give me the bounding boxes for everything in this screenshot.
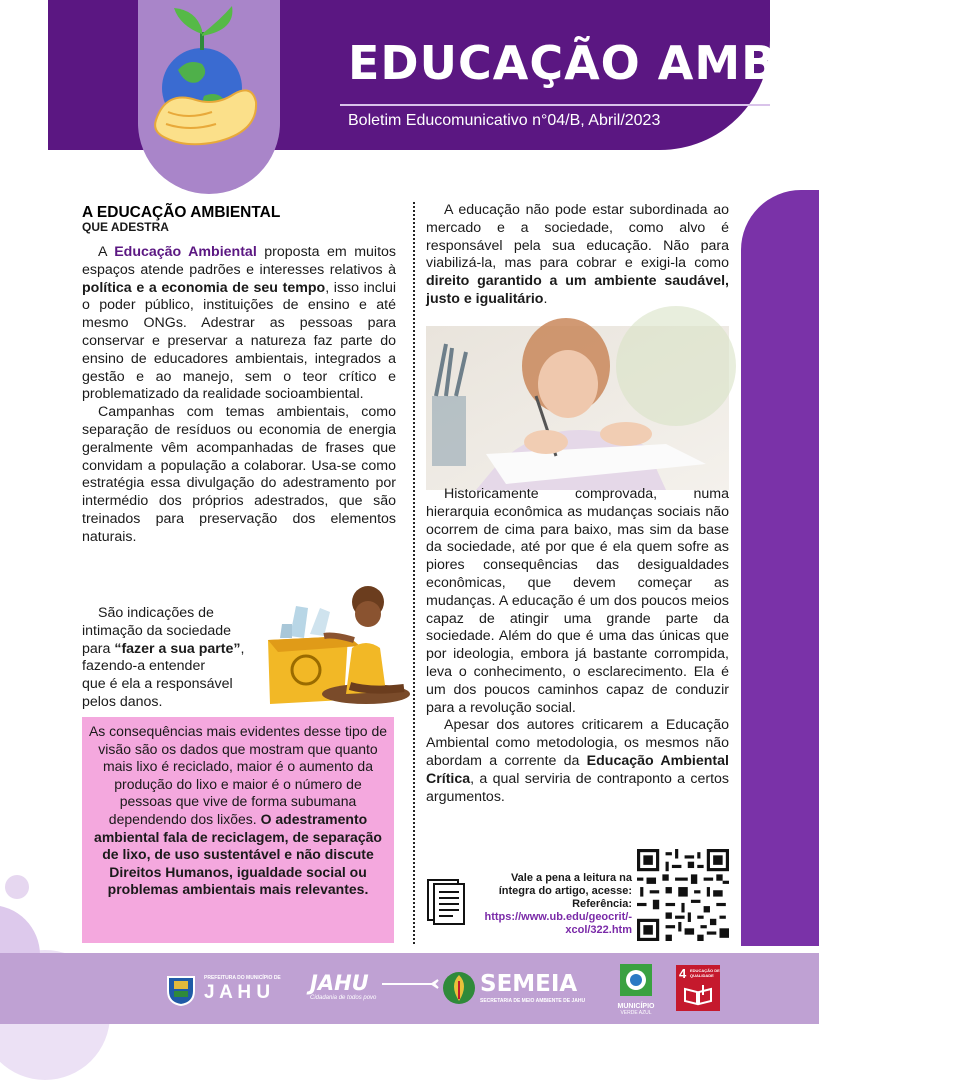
- paragraph: A educação não pode estar subordinada ao mercado e a sociedade, como alvo é responsável pela sua educação. Não para viabilizá-la, mas para cobrar e exigi-la como direito garantido a um ambiente saudável, justo e igualitário.: [426, 202, 729, 307]
- highlight-box: As consequências mais evidentes desse tipo de visão são os dados que mostram que quanto mais lixo é reciclado, maior é o aumento da produção do lixo e maior é o número de pessoas que vive de forma subumana dependendo dos lixões. O adestramento ambiental fala de reciclagem, de separação de lixo, de uso sustentável e não discute Direitos Humanos, igualdade social ou problemas ambientais mais relevantes.: [82, 717, 394, 943]
- child-drawing-photo: [426, 326, 729, 490]
- leaf-circle-icon: [442, 971, 476, 1005]
- paragraph: São indicações de intimação da sociedade para “fazer a sua parte”, fazendo-a entender que é ela a responsável pelos danos.: [82, 605, 245, 710]
- page-subtitle: Boletim Educomunicativo n°04/B, Abril/2023: [348, 112, 661, 129]
- article-heading: A EDUCAÇÃO AMBIENTAL: [82, 204, 281, 221]
- paragraph: A Educação Ambiental proposta em muitos espaços atende padrões e interesses relativos à política e a economia de seu tempo, isso inclui o poder público, instituições de ensino e até mesmo ONGs. Adestrar as pessoas para conservar e preservar a natureza faz parte do ensino de educadores ambientais, integrados a gestão e ao manejo, sem o teor crítico e problematizado da realidade socioambiental.: [82, 244, 397, 403]
- column-divider: [413, 202, 415, 944]
- green-seal-icon: [614, 964, 658, 998]
- article-subheading: QUE ADESTRA: [82, 220, 169, 234]
- jahu-tagline: Cidadania de todos povo: [310, 995, 377, 1001]
- book-pencil-icon: [683, 985, 713, 1005]
- prefeitura-name: J A H U: [204, 982, 271, 1003]
- prefeitura-label: PREFEITURA DO MUNICÍPIO DE: [204, 975, 281, 981]
- coat-of-arms-icon: [164, 973, 198, 1007]
- ods-number: 4: [679, 966, 687, 981]
- qr-code-icon[interactable]: [637, 849, 729, 941]
- side-band: [741, 190, 819, 946]
- semeia-tagline: SECRETARIA DE MEIO AMBIENTE DE JAHU: [480, 998, 586, 1004]
- decorative-circle: [5, 875, 29, 899]
- paragraph: Campanhas com temas ambientais, como separação de resíduos ou economia de energia geralmente vêm acompanhadas de frases que convidam a população a colaborar. Usa-se como estratégia essa divulgação do adestramento por intermédio dos próprios adestrados, que são treinados para preservação dos elementos naturais.: [82, 404, 396, 545]
- globe-plant-hand-icon: [138, 0, 280, 194]
- jahu-logo: [310, 971, 376, 1001]
- municipio-sublabel: VERDE AZUL: [620, 1010, 652, 1016]
- semeia-wordmark: SEMEIA: [480, 971, 578, 997]
- page-title: EDUCAÇÃO AMBIENTAL: [348, 36, 963, 90]
- left-column: [82, 205, 396, 547]
- logo-badge: [138, 0, 280, 194]
- paragraph: Historicamente comprovada, numa hierarquia econômica as mudanças sociais não ocorrem de cima para baixo, mas sim da base da sociedade, até por que é ela quem sofre as piores consequências das desigualdades econômicas, que devem começar as mudanças. A educação é um dos poucos meios capaz de atingir uma grande parte da sociedade. Além do que é uma das únicas que por ideologia, embora já bastante corrompida, leva o conhecimento, o esclarecimento. Ela é um dos poucos caminhos capaz de conduzir para a revolução social.: [426, 486, 729, 716]
- reference-link[interactable]: https://www.ub.edu/geocrit/- xcol/322.htm: [484, 911, 632, 936]
- plane-icon: [380, 977, 440, 991]
- paragraph: Apesar dos autores criticarem a Educação Ambiental como metodologia, os mesmos não abordam a corrente da Educação Ambiental Crítica, a qual serviria de contraponto a certos argumentos.: [426, 717, 729, 805]
- header-divider: [340, 104, 770, 106]
- footer: [0, 953, 819, 1024]
- municipio-label: MUNICÍPIO: [617, 1003, 655, 1010]
- jahu-wordmark: JAHU: [310, 971, 369, 995]
- municipio-verde-azul-logo: [614, 964, 658, 1014]
- reference-text: Vale a pena a leitura na íntegra do artigo, acesse: Referência: https://www.ub.edu/geocrit/- xcol/322.htm: [462, 872, 632, 937]
- ods-4-badge: [676, 965, 720, 1011]
- right-column-lower: [426, 486, 729, 806]
- child-recycling-icon: [262, 578, 412, 706]
- right-column: [426, 202, 729, 309]
- ods-label: EDUCAÇÃO DE QUALIDADE: [690, 968, 720, 978]
